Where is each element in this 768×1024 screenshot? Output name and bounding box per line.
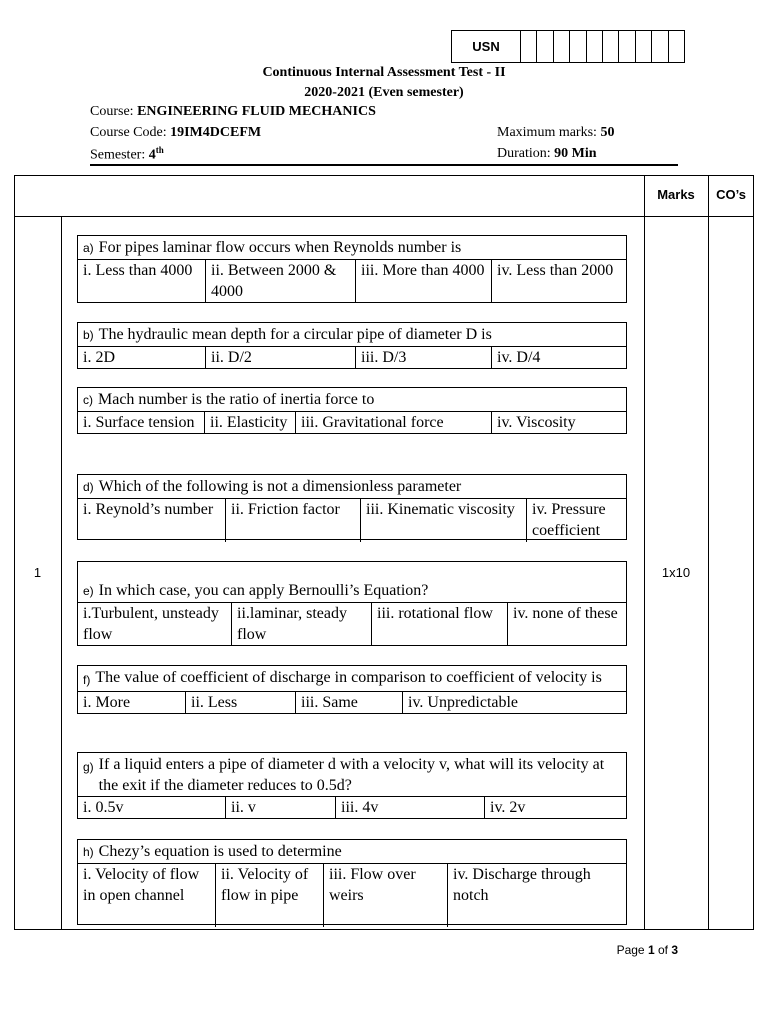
table-header-rule [14, 216, 754, 217]
cos-header: CO’s [716, 187, 746, 202]
usn-cell [669, 31, 684, 62]
usn-cell [521, 31, 537, 62]
usn-cell [619, 31, 635, 62]
course-code-label: Course Code: [90, 125, 171, 140]
option: i. Reynold’s number [78, 499, 226, 542]
option: iii. rotational flow [372, 603, 508, 645]
page-word: Page [616, 943, 648, 957]
question-text: For pipes laminar flow occurs when Reynolds number is [98, 239, 462, 256]
option: iv. Unpredictable [408, 694, 519, 711]
option: iii. Kinematic viscosity [361, 499, 527, 542]
question-stem [78, 840, 626, 864]
test-title: Continuous Internal Assessment Test - II [262, 65, 506, 80]
option: i. Velocity of flow in open channel [78, 864, 216, 927]
semester-label: Semester: [90, 147, 149, 163]
option: iv. Discharge through notch [453, 866, 591, 904]
usn-box [451, 30, 685, 63]
option: iv. D/4 [497, 349, 541, 366]
question-text: The value of coefficient of discharge in comparison to coefficient of velocity is [95, 669, 602, 686]
option: iv. none of these [513, 605, 618, 622]
option: i. Surface tension [78, 412, 205, 433]
option: iv. Less than 2000 [497, 262, 614, 279]
page-indicator [617, 943, 678, 957]
question-text: Which of the following is not a dimensionless parameter [98, 478, 462, 495]
question-letter: b) [83, 328, 94, 342]
question-letter: a) [83, 241, 94, 255]
question-text: In which case, you can apply Bernoulli’s Equation? [98, 582, 429, 599]
academic-year: 2020-2021 (Even semester) [304, 85, 464, 100]
question-letter: h) [83, 845, 94, 859]
option: iii. Gravitational force [296, 412, 492, 433]
course-code-value: 19IM4DCEFM [170, 125, 262, 140]
question-b [77, 322, 627, 369]
option: iii. Same [296, 692, 403, 713]
course-line [90, 104, 376, 120]
page-number: 1 [647, 943, 655, 957]
duration-label: Duration: [497, 146, 555, 161]
question-stem [78, 388, 626, 412]
option: i.Turbulent, unsteady flow [78, 603, 232, 645]
option: i. 2D [78, 347, 206, 368]
question-letter: d) [83, 480, 94, 494]
usn-cell [603, 31, 619, 62]
header-rule [90, 164, 678, 166]
option: iii. 4v [336, 797, 485, 818]
option: iii. More than 4000 [356, 260, 492, 302]
question-letter: c) [83, 393, 93, 407]
marks-value: 1x10 [661, 565, 691, 580]
option: ii. Elasticity [205, 412, 296, 433]
marks-header: Marks [657, 187, 695, 202]
usn-cell [570, 31, 586, 62]
course-label: Course: [90, 104, 138, 119]
question-letter: f) [83, 673, 91, 687]
option: ii. Between 2000 & 4000 [206, 260, 356, 302]
question-d [77, 474, 627, 540]
max-marks-value: 50 [600, 125, 615, 140]
question-number: 1 [33, 565, 42, 580]
question-stem [78, 562, 626, 603]
option: iv. Pressure coefficient [532, 501, 606, 539]
question-stem [78, 753, 626, 797]
question-e [77, 561, 627, 646]
semester-suffix: th [155, 145, 164, 155]
option: ii. Friction factor [226, 499, 361, 542]
usn-label: USN [452, 31, 521, 62]
option: ii.laminar, steady flow [232, 603, 372, 645]
duration-line [497, 146, 597, 162]
duration-value: 90 Min [554, 146, 597, 161]
usn-cell [587, 31, 603, 62]
question-letter: e) [83, 584, 94, 598]
question-stem [78, 236, 626, 260]
semester-line [90, 145, 164, 164]
page-total: 3 [671, 943, 678, 957]
option: ii. Less [186, 692, 296, 713]
option: iii. Flow over weirs [324, 864, 448, 927]
usn-cell [636, 31, 652, 62]
max-marks-line [497, 125, 614, 141]
semester-value: 4 [148, 147, 156, 163]
question-h [77, 839, 627, 925]
option: i. Less than 4000 [78, 260, 206, 302]
usn-cell [554, 31, 570, 62]
table-divider [708, 175, 709, 930]
course-value: ENGINEERING FLUID MECHANICS [137, 104, 376, 119]
course-code-line [90, 125, 261, 141]
option: iv. 2v [490, 799, 526, 816]
question-g [77, 752, 627, 819]
option: iv. Viscosity [497, 414, 576, 431]
option: ii. v [226, 797, 336, 818]
usn-cell [537, 31, 553, 62]
option: ii. Velocity of flow in pipe [216, 864, 324, 927]
table-divider [61, 216, 62, 930]
question-f [77, 665, 627, 714]
option: i. 0.5v [78, 797, 226, 818]
table-divider [644, 175, 645, 930]
question-text: Chezy’s equation is used to determine [98, 843, 342, 860]
usn-cell [652, 31, 668, 62]
option: iii. D/3 [356, 347, 492, 368]
question-letter: g) [83, 760, 94, 774]
question-c [77, 387, 627, 434]
question-stem [78, 323, 626, 347]
question-text: Mach number is the ratio of inertia force to [98, 391, 375, 408]
max-marks-label: Maximum marks: [497, 125, 601, 140]
option: i. More [78, 692, 186, 713]
question-a [77, 235, 627, 303]
of-word: of [654, 943, 672, 957]
question-stem [78, 666, 626, 692]
question-text: The hydraulic mean depth for a circular pipe of diameter D is [98, 326, 492, 343]
question-stem [78, 475, 626, 499]
question-text: If a liquid enters a pipe of diameter d with a velocity v, what will its velocity at the exit if the diameter reduces to 0.5d? [98, 756, 605, 794]
option: ii. D/2 [206, 347, 356, 368]
